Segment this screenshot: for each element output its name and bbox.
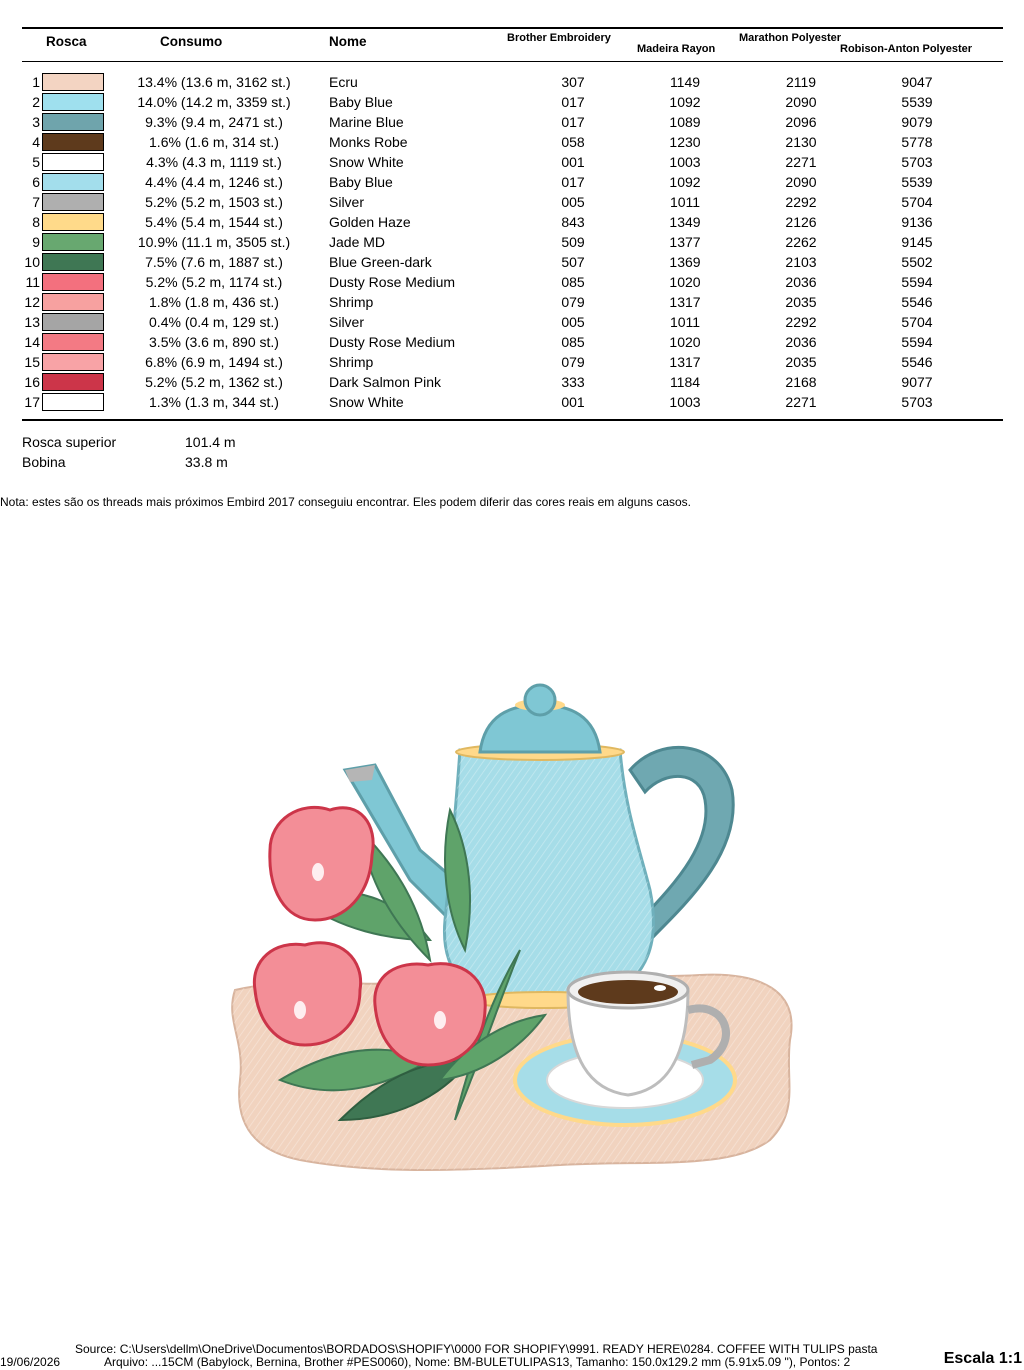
robison-code: 5546	[901, 354, 933, 370]
marathon-code: 2130	[785, 134, 817, 150]
marathon-code: 2262	[785, 234, 817, 250]
total-top-label: Rosca superior	[22, 434, 117, 450]
thread-consumption: 3.5% (3.6 m, 890 st.)	[149, 334, 279, 350]
thread-number: 12	[24, 294, 40, 310]
header-rosca: Rosca	[46, 34, 87, 49]
header-madeira: Madeira Rayon	[637, 43, 716, 55]
madeira-code: 1020	[669, 334, 701, 350]
thread-name: Monks Robe	[329, 134, 408, 150]
color-swatch	[42, 353, 104, 371]
thread-row	[0, 132, 1024, 152]
brother-code: 333	[561, 374, 585, 390]
marathon-code: 2035	[785, 354, 817, 370]
table-top-rule	[22, 27, 1003, 29]
thread-number: 1	[32, 74, 40, 90]
thread-consumption: 4.4% (4.4 m, 1246 st.)	[145, 174, 283, 190]
color-swatch	[42, 393, 104, 411]
madeira-code: 1377	[669, 234, 701, 250]
robison-code: 5704	[901, 194, 933, 210]
robison-code: 5778	[901, 134, 933, 150]
robison-code: 9079	[901, 114, 933, 130]
brother-code: 079	[561, 354, 585, 370]
thread-consumption: 0.4% (0.4 m, 129 st.)	[149, 314, 279, 330]
thread-row	[0, 72, 1024, 92]
footer-date: 19/06/2026	[0, 1355, 61, 1369]
thread-row	[0, 312, 1024, 332]
brother-code: 058	[561, 134, 585, 150]
thread-number: 9	[32, 234, 40, 250]
marathon-code: 2271	[785, 394, 817, 410]
color-swatch	[42, 193, 104, 211]
thread-number: 4	[32, 134, 40, 150]
robison-code: 5703	[901, 394, 933, 410]
thread-row	[0, 252, 1024, 272]
thread-name: Silver	[329, 194, 365, 210]
brother-code: 005	[561, 194, 585, 210]
madeira-code: 1020	[669, 274, 701, 290]
marathon-code: 2090	[785, 94, 817, 110]
brother-code: 509	[561, 234, 585, 250]
thread-row	[0, 332, 1024, 352]
thread-number: 14	[24, 334, 40, 350]
color-swatch	[42, 93, 104, 111]
color-swatch	[42, 113, 104, 131]
madeira-code: 1149	[669, 74, 701, 90]
thread-name: Jade MD	[329, 234, 386, 250]
table-bottom-rule	[22, 419, 1003, 421]
thread-name: Silver	[329, 314, 365, 330]
brother-code: 001	[561, 154, 585, 170]
madeira-code: 1003	[669, 394, 701, 410]
header-brother: Brother Embroidery	[507, 32, 611, 44]
robison-code: 9047	[901, 74, 933, 90]
thread-row	[0, 92, 1024, 112]
thread-name: Blue Green-dark	[329, 254, 432, 270]
madeira-code: 1349	[669, 214, 701, 230]
header-consumo: Consumo	[160, 34, 223, 49]
thread-consumption: 1.3% (1.3 m, 344 st.)	[149, 394, 279, 410]
color-swatch	[42, 293, 104, 311]
marathon-code: 2271	[785, 154, 817, 170]
total-bobbin-value: 33.8 m	[185, 454, 228, 470]
brother-code: 085	[561, 334, 585, 350]
thread-row	[0, 112, 1024, 132]
madeira-code: 1089	[669, 114, 701, 130]
robison-code: 5546	[901, 294, 933, 310]
color-swatch	[42, 313, 104, 331]
color-swatch	[42, 133, 104, 151]
robison-code: 9136	[901, 214, 933, 230]
marathon-code: 2096	[785, 114, 817, 130]
brother-code: 507	[561, 254, 585, 270]
thread-row	[0, 192, 1024, 212]
thread-consumption: 10.9% (11.1 m, 3505 st.)	[137, 234, 291, 250]
madeira-code: 1184	[669, 374, 701, 390]
color-swatch	[42, 173, 104, 191]
thread-number: 10	[24, 254, 40, 270]
madeira-code: 1092	[669, 174, 701, 190]
thread-consumption: 1.6% (1.6 m, 314 st.)	[149, 134, 279, 150]
color-swatch	[42, 253, 104, 271]
note-text: Nota: estes são os threads mais próximos Embird 2017 conseguiu encontrar. Eles podem diferir das cores reais em alguns casos.	[0, 495, 692, 509]
madeira-code: 1230	[669, 134, 701, 150]
thread-consumption: 5.2% (5.2 m, 1174 st.)	[145, 274, 283, 290]
thread-row	[0, 272, 1024, 292]
thread-name: Shrimp	[329, 294, 374, 310]
color-swatch	[42, 73, 104, 91]
thread-consumption: 5.2% (5.2 m, 1362 st.)	[145, 374, 283, 390]
brother-code: 001	[561, 394, 585, 410]
brother-code: 085	[561, 274, 585, 290]
color-swatch	[42, 233, 104, 251]
embroidery-design-image	[0, 520, 1024, 1340]
thread-number: 17	[24, 394, 40, 410]
madeira-code: 1092	[669, 94, 701, 110]
brother-code: 843	[561, 214, 585, 230]
brother-code: 005	[561, 314, 585, 330]
thread-number: 16	[24, 374, 40, 390]
brother-code: 017	[561, 174, 585, 190]
robison-code: 5703	[901, 154, 933, 170]
marathon-code: 2035	[785, 294, 817, 310]
thread-number: 3	[32, 114, 40, 130]
brother-code: 017	[561, 94, 585, 110]
robison-code: 5539	[901, 94, 933, 110]
thread-consumption: 14.0% (14.2 m, 3359 st.)	[137, 94, 291, 110]
header-marathon: Marathon Polyester	[739, 32, 842, 44]
thread-number: 15	[24, 354, 40, 370]
thread-consumption: 9.3% (9.4 m, 2471 st.)	[145, 114, 283, 130]
thread-consumption: 4.3% (4.3 m, 1119 st.)	[146, 154, 282, 170]
thread-name: Dark Salmon Pink	[329, 374, 442, 390]
thread-number: 5	[32, 154, 40, 170]
color-swatch	[42, 213, 104, 231]
madeira-code: 1369	[669, 254, 701, 270]
thread-consumption: 5.4% (5.4 m, 1544 st.)	[145, 214, 283, 230]
thread-number: 2	[32, 94, 40, 110]
color-swatch	[42, 273, 104, 291]
thread-number: 11	[25, 274, 40, 290]
color-swatch	[42, 333, 104, 351]
total-top-value: 101.4 m	[185, 434, 236, 450]
thread-row	[0, 232, 1024, 252]
thread-name: Marine Blue	[329, 114, 404, 130]
marathon-code: 2126	[785, 214, 817, 230]
robison-code: 5594	[901, 334, 933, 350]
madeira-code: 1011	[669, 194, 701, 210]
header-nome: Nome	[329, 34, 367, 49]
thread-name: Dusty Rose Medium	[329, 334, 456, 350]
thread-name: Ecru	[329, 74, 358, 90]
robison-code: 5502	[901, 254, 933, 270]
footer-file: Arquivo: ...15CM (Babylock, Bernina, Brother #PES0060), Nome: BM-BULETULIPAS13, Tamanho: 150.0x129.2 mm (5.91x5.09 "), Pontos: 2	[104, 1355, 851, 1369]
madeira-code: 1011	[669, 314, 701, 330]
marathon-code: 2292	[785, 194, 817, 210]
brother-code: 017	[561, 114, 585, 130]
thread-row	[0, 392, 1024, 412]
robison-code: 9077	[901, 374, 933, 390]
table-header-rule	[22, 61, 1003, 62]
madeira-code: 1317	[669, 354, 701, 370]
thread-consumption: 5.2% (5.2 m, 1503 st.)	[145, 194, 283, 210]
marathon-code: 2168	[785, 374, 817, 390]
thread-name: Dusty Rose Medium	[329, 274, 456, 290]
madeira-code: 1003	[669, 154, 701, 170]
color-swatch	[42, 373, 104, 391]
thread-consumption: 13.4% (13.6 m, 3162 st.)	[137, 74, 291, 90]
header-robison: Robison-Anton Polyester	[840, 43, 973, 55]
thread-number: 7	[32, 194, 40, 210]
thread-number: 13	[24, 314, 40, 330]
thread-name: Snow White	[329, 394, 404, 410]
marathon-code: 2036	[785, 334, 817, 350]
marathon-code: 2292	[785, 314, 817, 330]
marathon-code: 2103	[785, 254, 817, 270]
thread-name: Baby Blue	[329, 94, 393, 110]
total-bobbin-label: Bobina	[22, 454, 66, 470]
marathon-code: 2119	[785, 74, 817, 90]
thread-row	[0, 152, 1024, 172]
robison-code: 5594	[901, 274, 933, 290]
thread-consumption: 7.5% (7.6 m, 1887 st.)	[145, 254, 283, 270]
thread-row	[0, 172, 1024, 192]
marathon-code: 2036	[785, 274, 817, 290]
robison-code: 9145	[901, 234, 933, 250]
robison-code: 5704	[901, 314, 933, 330]
thread-number: 6	[32, 174, 40, 190]
thread-name: Snow White	[329, 154, 404, 170]
thread-name: Shrimp	[329, 354, 374, 370]
thread-consumption: 1.8% (1.8 m, 436 st.)	[149, 294, 279, 310]
marathon-code: 2090	[785, 174, 817, 190]
thread-name: Golden Haze	[329, 214, 411, 230]
thread-row	[0, 292, 1024, 312]
thread-row	[0, 372, 1024, 392]
thread-row	[0, 352, 1024, 372]
footer-scale: Escala 1:1	[943, 1350, 1022, 1367]
robison-code: 5539	[901, 174, 933, 190]
thread-consumption: 6.8% (6.9 m, 1494 st.)	[145, 354, 283, 370]
footer-source: Source: C:\Users\dellm\OneDrive\Documentos\BORDADOS\SHOPIFY\0000 FOR SHOPIFY\9991. READY HERE\0284. COFFEE WITH TULIPS pasta	[75, 1342, 878, 1356]
brother-code: 307	[561, 74, 585, 90]
thread-row	[0, 212, 1024, 232]
madeira-code: 1317	[669, 294, 701, 310]
color-swatch	[42, 153, 104, 171]
thread-number: 8	[32, 214, 40, 230]
thread-name: Baby Blue	[329, 174, 393, 190]
brother-code: 079	[561, 294, 585, 310]
